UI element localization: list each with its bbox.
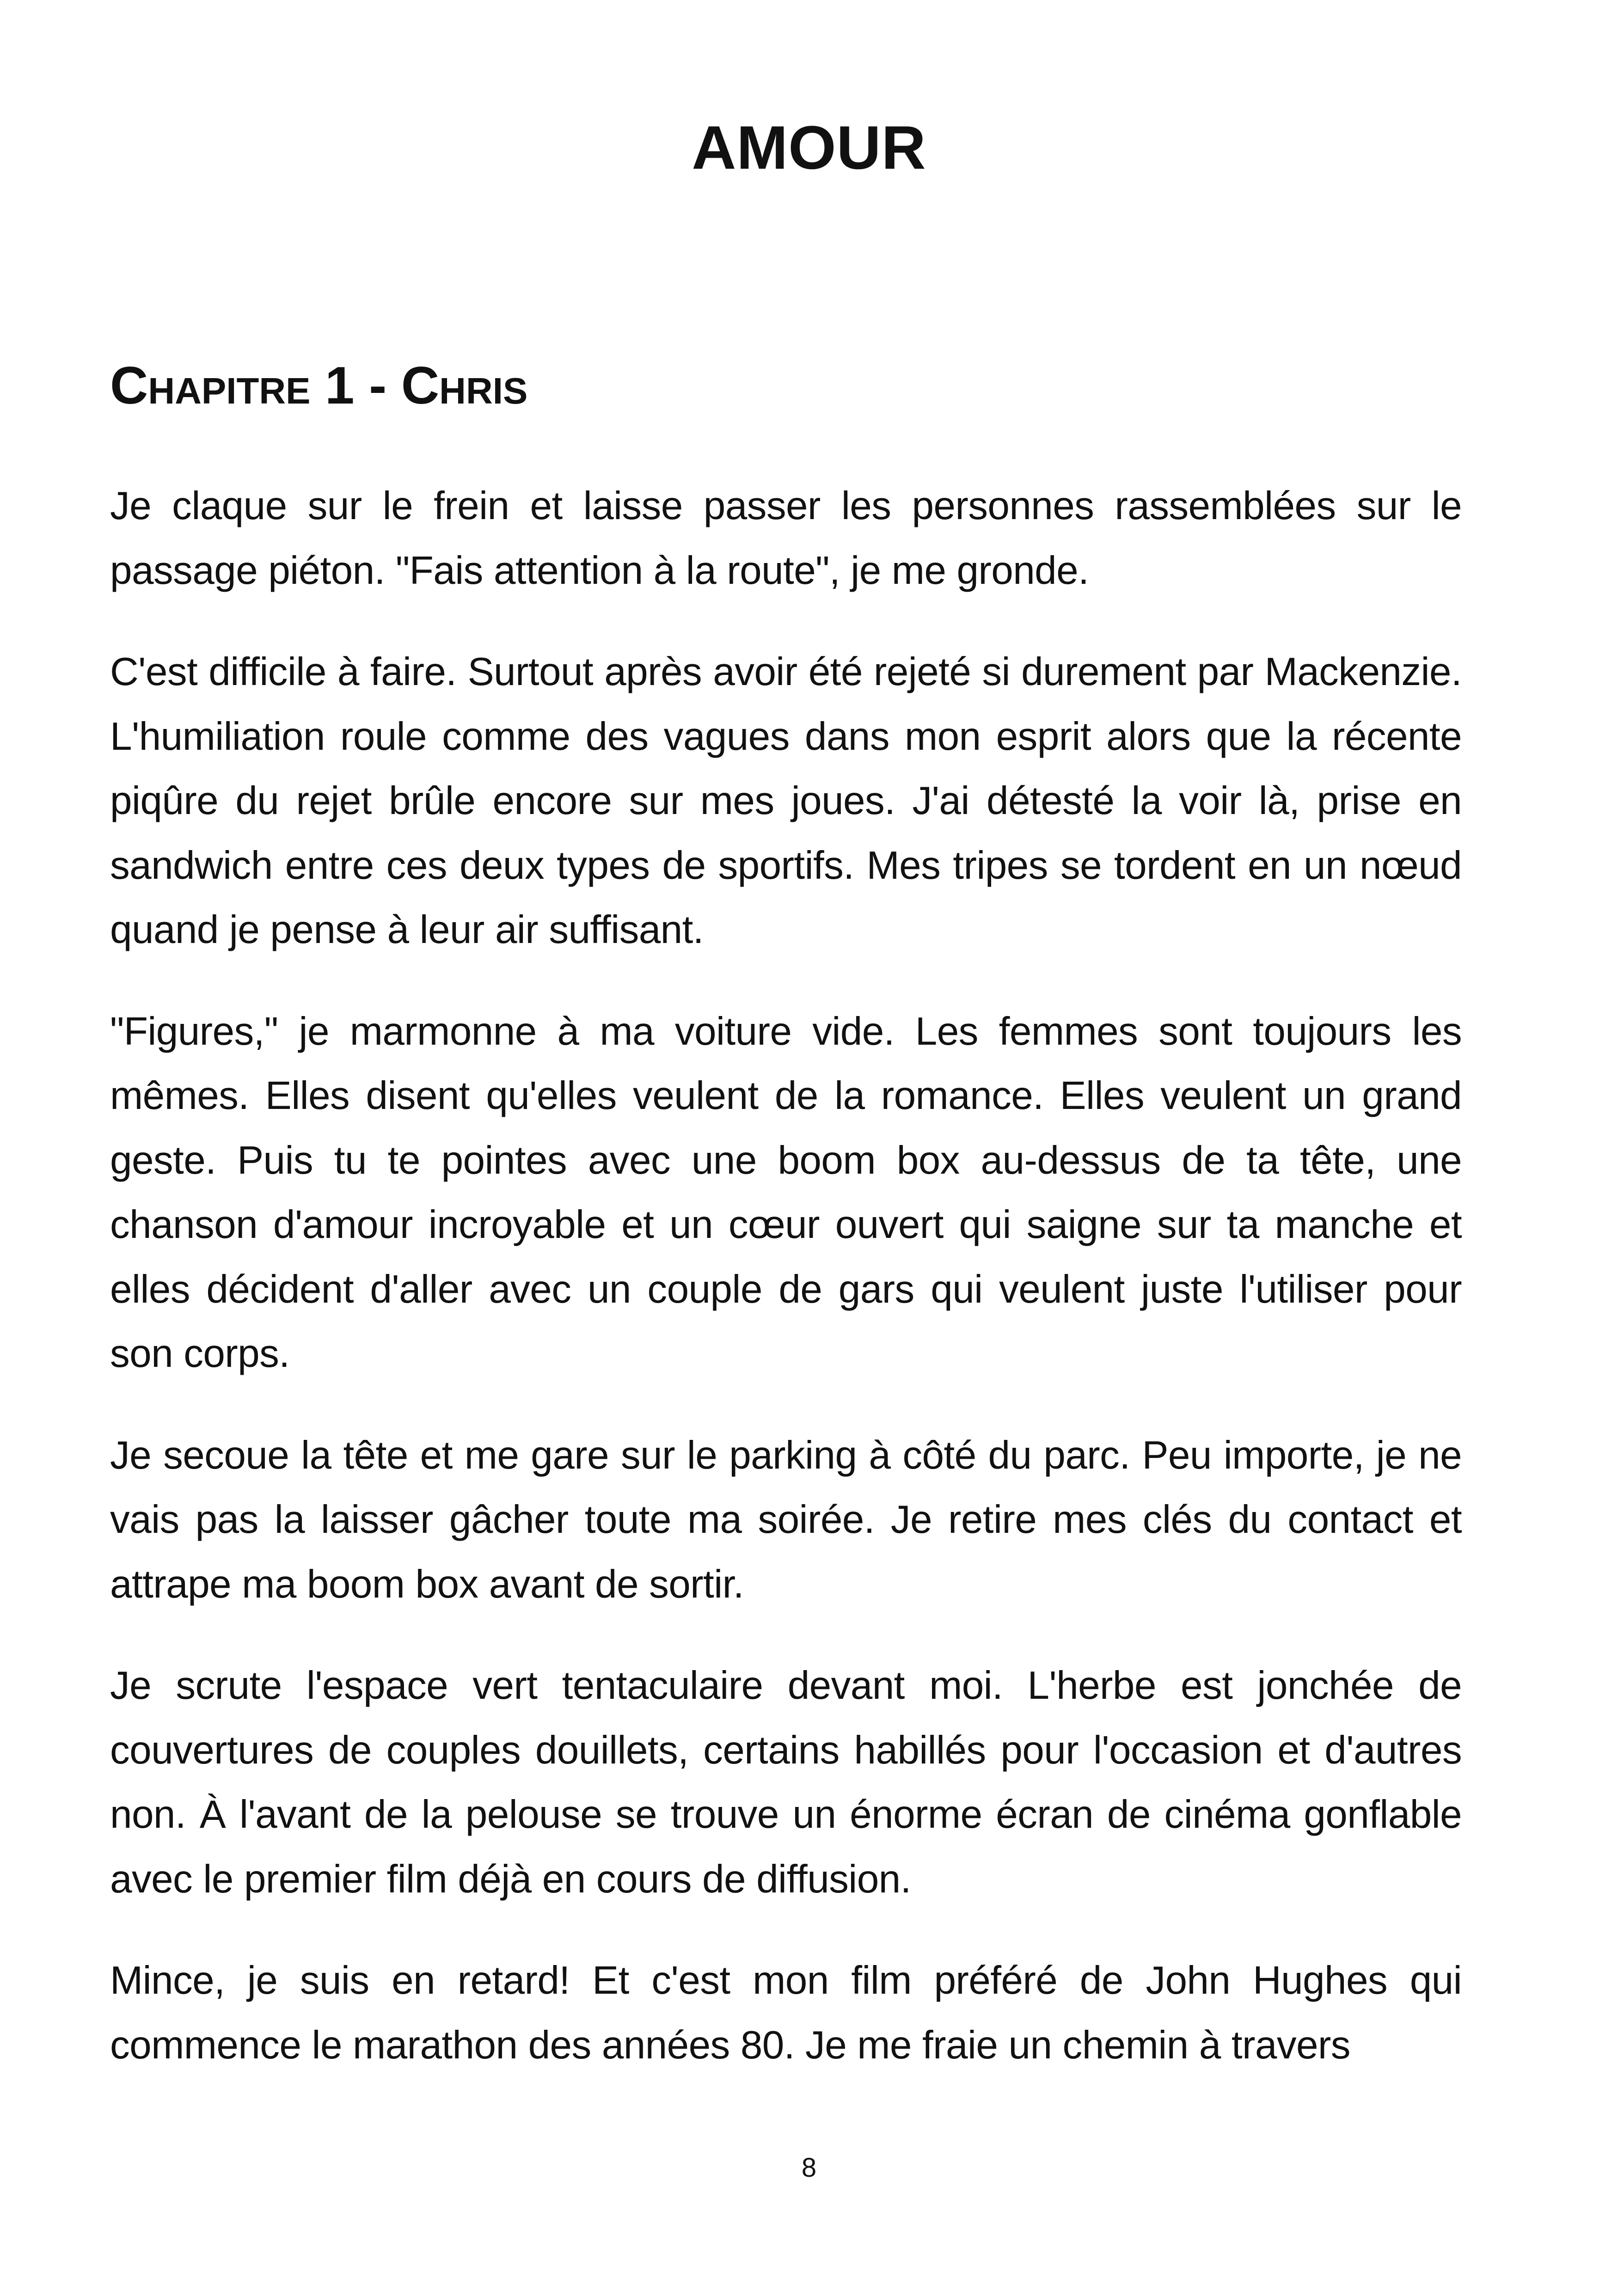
paragraph: Je secoue la tête et me gare sur le parking à côté du parc. Peu importe, je ne vais pas la laisser gâcher toute ma soirée. Je retire mes clés du contact et attrape ma boom box avant de sortir. [110,1433,1462,1606]
paragraph: Mince, je suis en retard! Et c'est mon film préféré de John Hughes qui commence le marathon des années 80. Je me fraie un chemin à travers [110,1959,1462,2067]
page-number: 8 [801,2153,817,2183]
book-title: AMOUR [692,114,926,182]
paragraph: Je claque sur le frein et laisse passer les personnes rassemblées sur le passage piéton. "Fais attention à la route", je me gronde. [110,484,1462,593]
paragraph: Je scrute l'espace vert tentaculaire devant moi. L'herbe est jonchée de couvertures de couples douillets, certains habillés pour l'occasion et d'autres non. À l'avant de la pelouse se trouve un énorme écran de cinéma gonflable avec le premier film déjà en cours de diffusion. [110,1664,1462,1901]
chapter-heading: Chapitre 1 - Chris [110,356,528,415]
paragraph: C'est difficile à faire. Surtout après avoir été rejeté si durement par Mackenzie. L'humiliation roule comme des vagues dans mon esprit alors que la récente piqûre du rejet brûle encore sur mes joues. J'ai détesté la voir là, prise en sandwich entre ces deux types de sportifs. Mes tripes se tordent en un nœud quand je pense à leur air suffisant. [110,650,1462,952]
chapter-body [110,474,1462,2114]
paragraph: "Figures," je marmonne à ma voiture vide. Les femmes sont toujours les mêmes. Elles disent qu'elles veulent de la romance. Elles veulent un grand geste. Puis tu te pointes avec une boom box au-dessus de ta tête, une chanson d'amour incroyable et un cœur ouvert qui saigne sur ta manche et elles décident d'aller avec un couple de gars qui veulent juste l'utiliser pour son corps. [110,1009,1462,1376]
